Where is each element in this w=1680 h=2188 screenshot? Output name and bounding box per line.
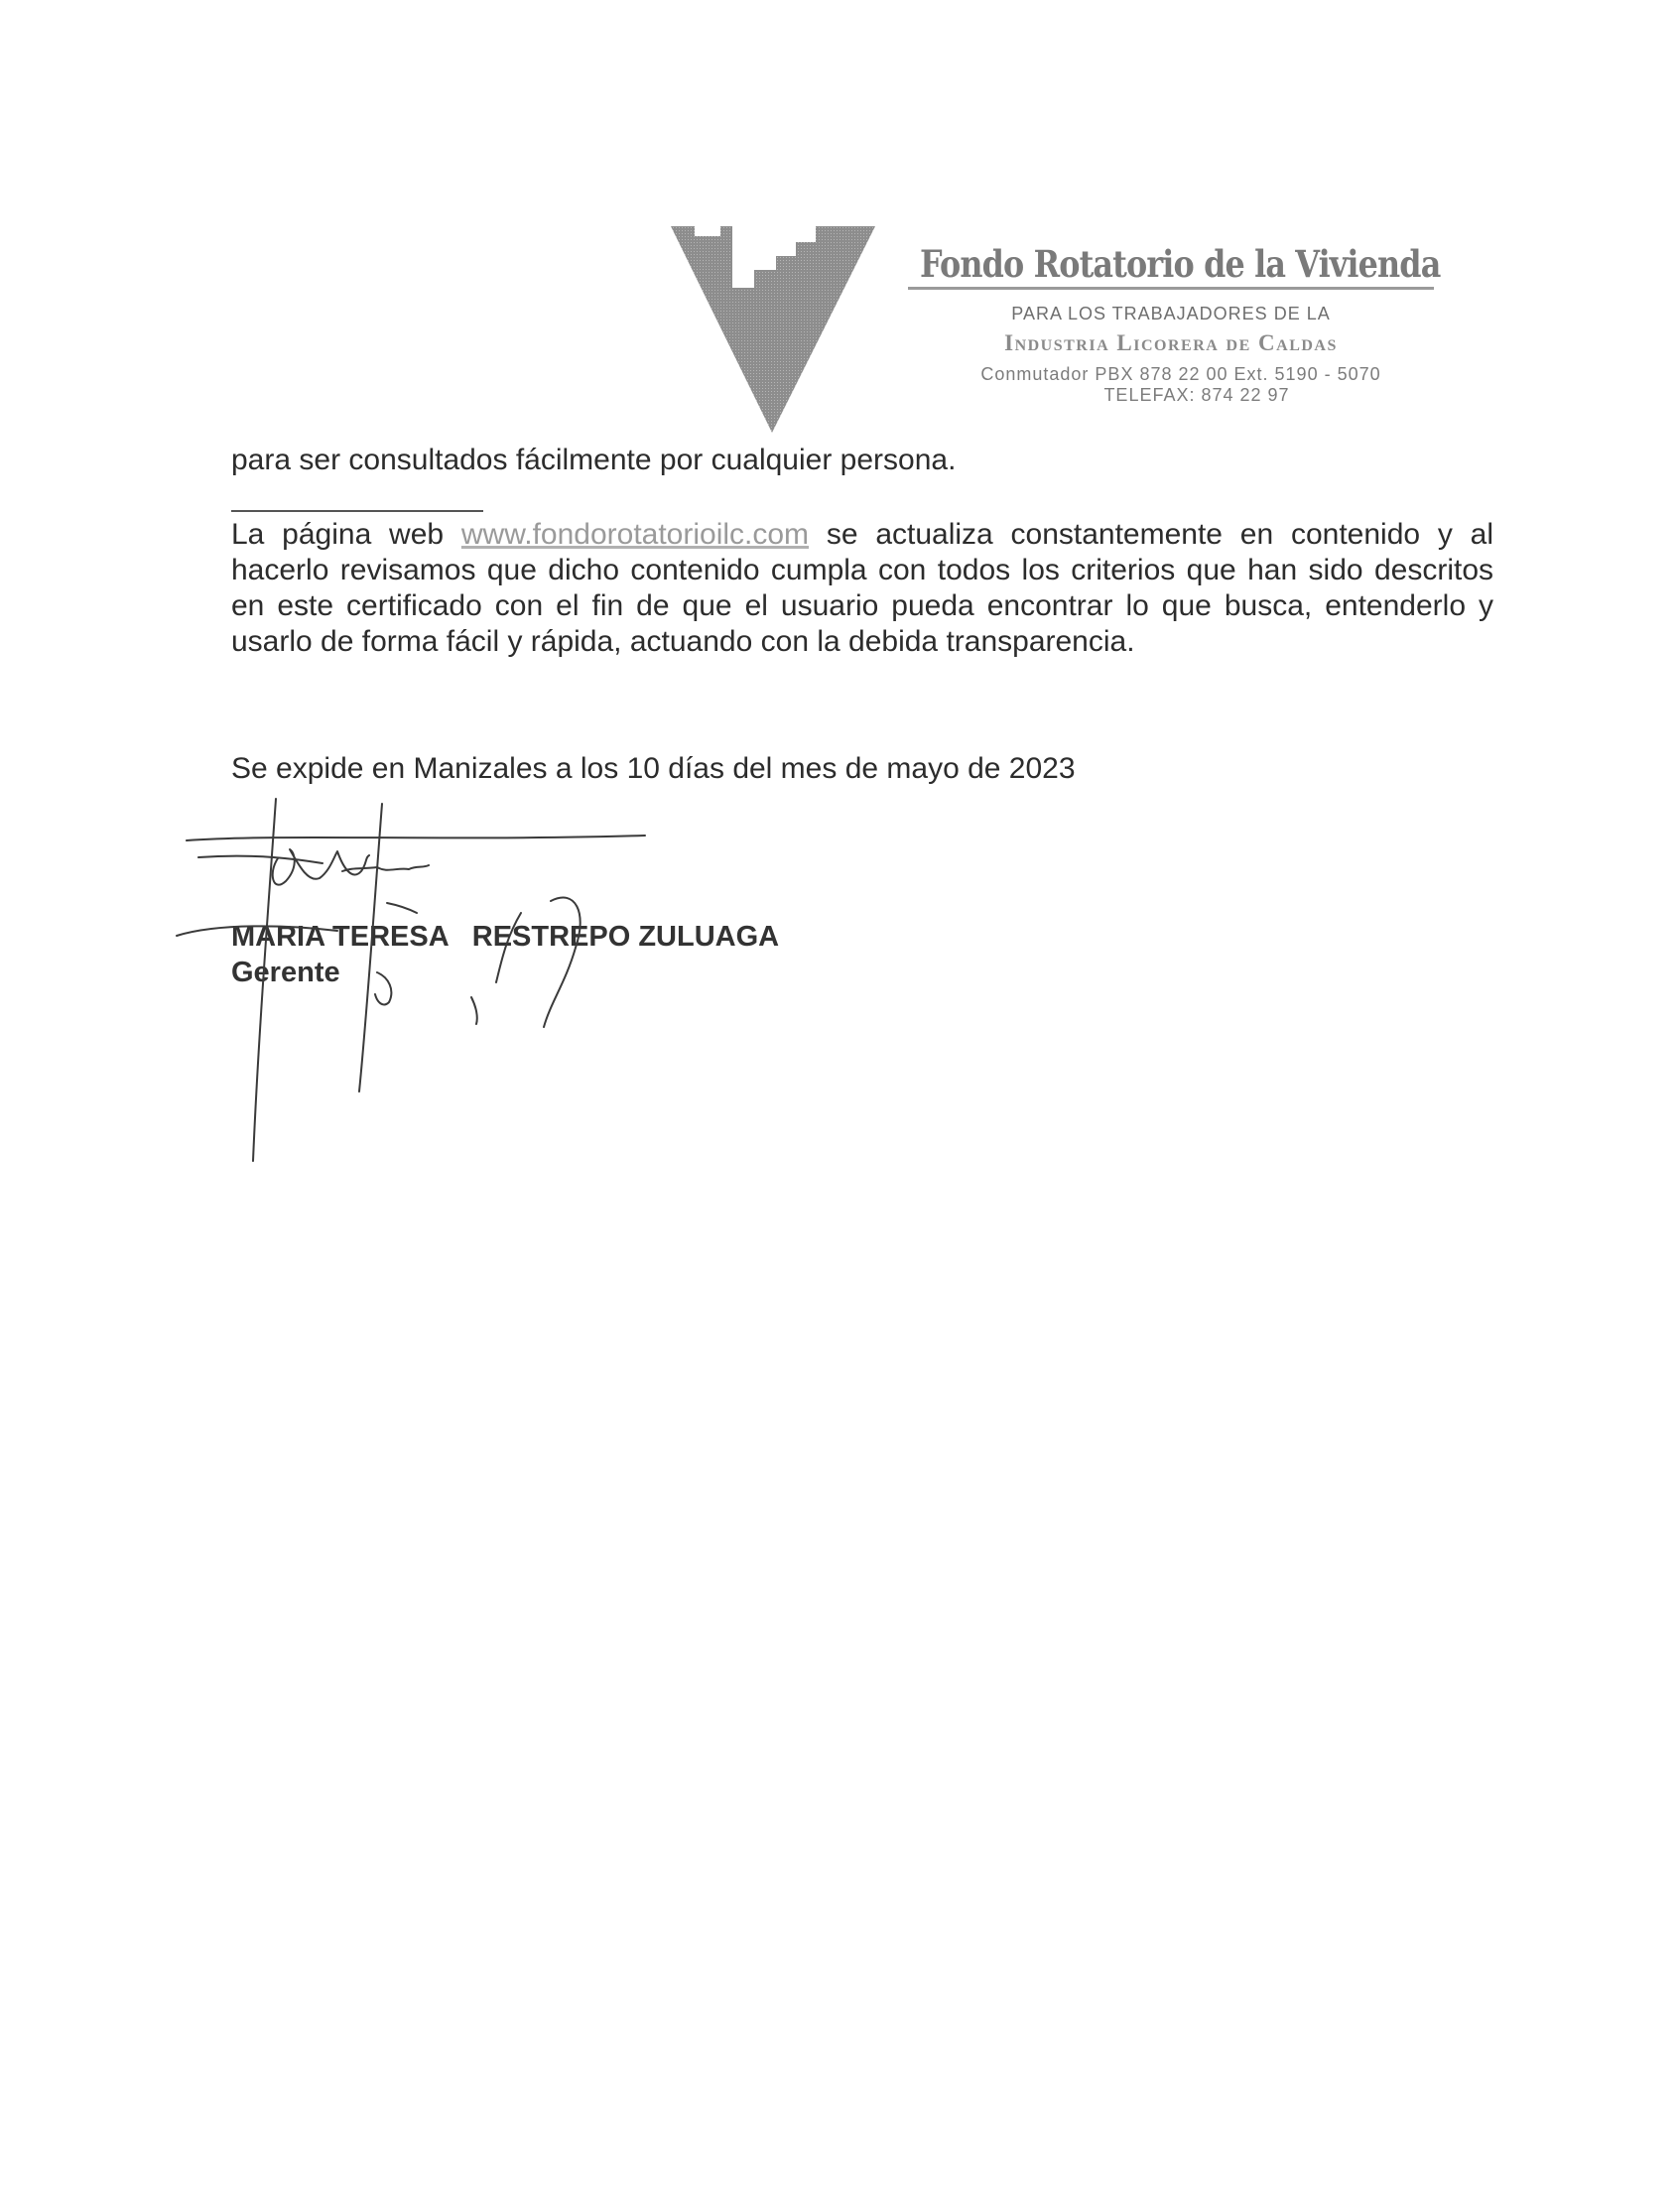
paragraph-consultation: para ser consultados fácilmente por cualquier persona. (231, 444, 957, 476)
short-divider (231, 510, 483, 512)
paragraph-website-lead: La página web (231, 518, 461, 551)
letterhead (655, 218, 1449, 437)
org-subtitle: PARA LOS TRABAJADORES DE LA (1011, 304, 1331, 323)
org-industry: Industria Licorera de Caldas (1004, 330, 1338, 355)
website-link[interactable]: www.fondorotatorioilc.com (460, 518, 810, 551)
issued-statement: Se expide en Manizales a los 10 días del mes de mayo de 2023 (231, 752, 1076, 785)
handwritten-signature-icon (149, 764, 705, 1221)
org-fax: TELEFAX: 874 22 97 (1103, 385, 1290, 405)
org-name: Fondo Rotatorio de la Vivienda (920, 242, 1441, 286)
org-info (908, 243, 1444, 406)
signer-name: MARIA TERESA RESTREPO ZULUAGA (231, 921, 780, 953)
inverted-triangle-building-logo-icon (655, 218, 883, 437)
paragraph-website-rest: se actualiza constantemente en contenido y al hacerlo revisamos que dicho contenido cumpla con todos los criterios que han sido descritos en este certificado con el fin de que el usuario pueda encontrar lo que busca, entenderlo y usarlo de forma fácil y rápida, actuando con la debida transparencia. (231, 518, 1494, 658)
signer-title: Gerente (231, 957, 340, 988)
org-phone: Conmutador PBX 878 22 00 Ext. 5190 - 5070 (980, 364, 1381, 384)
paragraph-website (231, 517, 1493, 660)
org-divider (908, 287, 1434, 290)
